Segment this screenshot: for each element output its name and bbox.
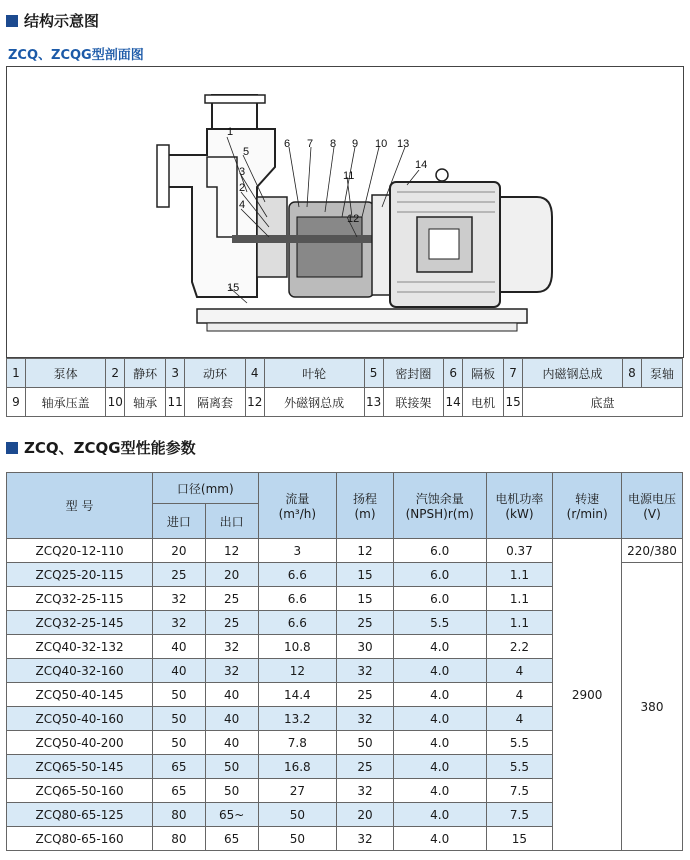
table-row xyxy=(7,539,683,563)
inlet-cell: 50 xyxy=(153,731,206,755)
part-number: 3 xyxy=(166,359,185,388)
flow-cell: 6.6 xyxy=(258,587,337,611)
part-name: 叶轮 xyxy=(264,359,364,388)
callout-4: 4 xyxy=(239,199,246,211)
callout-1: 1 xyxy=(227,126,234,138)
flow-cell: 16.8 xyxy=(258,755,337,779)
model-cell: ZCQ80-65-125 xyxy=(7,803,153,827)
npsh-cell: 4.0 xyxy=(393,707,486,731)
npsh-cell: 4.0 xyxy=(393,755,486,779)
npsh-cell: 4.0 xyxy=(393,827,486,851)
section-marker-icon xyxy=(6,442,18,454)
header-outlet: 出口 xyxy=(205,504,258,539)
part-number: 4 xyxy=(245,359,264,388)
part-name: 密封圈 xyxy=(383,359,444,388)
callout-3: 3 xyxy=(239,166,246,178)
power-cell: 15 xyxy=(486,827,553,851)
flow-cell: 14.4 xyxy=(258,683,337,707)
speed-cell: 2900 xyxy=(553,539,622,851)
flow-cell: 13.2 xyxy=(258,707,337,731)
parts-legend-table xyxy=(6,358,683,417)
flow-cell: 6.6 xyxy=(258,563,337,587)
flow-cell: 6.6 xyxy=(258,611,337,635)
header-model: 型 号 xyxy=(7,473,153,539)
power-cell: 4 xyxy=(486,683,553,707)
callout-12: 12 xyxy=(347,213,360,225)
inlet-cell: 20 xyxy=(153,539,206,563)
part-name: 动环 xyxy=(185,359,246,388)
pump-drawing xyxy=(7,67,683,357)
model-cell: ZCQ65-50-145 xyxy=(7,755,153,779)
callout-9: 9 xyxy=(352,138,359,150)
callout-14: 14 xyxy=(415,159,428,171)
performance-section-title xyxy=(6,437,196,458)
power-cell: 1.1 xyxy=(486,563,553,587)
head-cell: 32 xyxy=(337,827,394,851)
head-cell: 15 xyxy=(337,563,394,587)
inlet-cell: 50 xyxy=(153,707,206,731)
callout-10: 10 xyxy=(375,138,388,150)
npsh-cell: 4.0 xyxy=(393,731,486,755)
npsh-cell: 4.0 xyxy=(393,779,486,803)
part-number: 2 xyxy=(106,359,125,388)
callout-6: 6 xyxy=(284,138,291,150)
part-number: 12 xyxy=(245,388,264,417)
inlet-cell: 65 xyxy=(153,779,206,803)
part-name: 静环 xyxy=(125,359,166,388)
callout-7: 7 xyxy=(307,138,314,150)
model-cell: ZCQ40-32-160 xyxy=(7,659,153,683)
part-name: 联接架 xyxy=(383,388,444,417)
inlet-cell: 25 xyxy=(153,563,206,587)
inlet-cell: 32 xyxy=(153,587,206,611)
part-name: 泵体 xyxy=(26,359,106,388)
header-npsh: 汽蚀余量 (NPSH)r(m) xyxy=(393,473,486,539)
power-cell: 2.2 xyxy=(486,635,553,659)
flow-cell: 3 xyxy=(258,539,337,563)
flow-cell: 27 xyxy=(258,779,337,803)
flow-cell: 10.8 xyxy=(258,635,337,659)
outlet-cell: 65~ xyxy=(205,803,258,827)
power-cell: 0.37 xyxy=(486,539,553,563)
callout-13: 13 xyxy=(397,138,410,150)
part-name: 轴承压盖 xyxy=(26,388,106,417)
part-number: 6 xyxy=(444,359,463,388)
flow-cell: 50 xyxy=(258,803,337,827)
part-number: 13 xyxy=(364,388,383,417)
part-number: 7 xyxy=(504,359,523,388)
head-cell: 32 xyxy=(337,779,394,803)
model-cell: ZCQ20-12-110 xyxy=(7,539,153,563)
inlet-cell: 80 xyxy=(153,803,206,827)
outlet-cell: 65 xyxy=(205,827,258,851)
head-cell: 20 xyxy=(337,803,394,827)
flow-cell: 50 xyxy=(258,827,337,851)
head-cell: 12 xyxy=(337,539,394,563)
outlet-cell: 32 xyxy=(205,659,258,683)
inlet-cell: 40 xyxy=(153,659,206,683)
power-cell: 5.5 xyxy=(486,731,553,755)
voltage-cell: 380 xyxy=(622,563,683,851)
head-cell: 50 xyxy=(337,731,394,755)
part-name: 电机 xyxy=(463,388,504,417)
inlet-cell: 80 xyxy=(153,827,206,851)
voltage-cell: 220/380 xyxy=(622,539,683,563)
header-voltage: 电源电压 (V) xyxy=(622,473,683,539)
npsh-cell: 6.0 xyxy=(393,563,486,587)
inlet-cell: 40 xyxy=(153,635,206,659)
part-name: 轴承 xyxy=(125,388,166,417)
npsh-cell: 6.0 xyxy=(393,587,486,611)
inlet-cell: 65 xyxy=(153,755,206,779)
structure-title-text: 结构示意图 xyxy=(24,12,100,30)
part-name: 隔离套 xyxy=(185,388,246,417)
inlet-cell: 50 xyxy=(153,683,206,707)
performance-title-text: ZCQ、ZCQG型性能参数 xyxy=(24,439,196,457)
outlet-cell: 12 xyxy=(205,539,258,563)
outlet-cell: 50 xyxy=(205,755,258,779)
head-cell: 25 xyxy=(337,611,394,635)
npsh-cell: 4.0 xyxy=(393,659,486,683)
part-number: 5 xyxy=(364,359,383,388)
part-number: 11 xyxy=(166,388,185,417)
structure-section-title xyxy=(6,10,99,31)
part-number: 15 xyxy=(504,388,523,417)
part-number: 1 xyxy=(7,359,26,388)
header-flow: 流量 (m³/h) xyxy=(258,473,337,539)
cross-section-subtitle: ZCQ、ZCQG型剖面图 xyxy=(8,48,144,63)
flow-cell: 12 xyxy=(258,659,337,683)
npsh-cell: 4.0 xyxy=(393,803,486,827)
part-name: 泵轴 xyxy=(641,359,682,388)
part-number: 9 xyxy=(7,388,26,417)
npsh-cell: 4.0 xyxy=(393,683,486,707)
head-cell: 32 xyxy=(337,659,394,683)
power-cell: 1.1 xyxy=(486,587,553,611)
inlet-cell: 32 xyxy=(153,611,206,635)
power-cell: 7.5 xyxy=(486,803,553,827)
model-cell: ZCQ32-25-145 xyxy=(7,611,153,635)
parts-row xyxy=(7,359,683,388)
outlet-cell: 40 xyxy=(205,683,258,707)
outlet-cell: 40 xyxy=(205,731,258,755)
part-name: 外磁钢总成 xyxy=(264,388,364,417)
callout-2: 2 xyxy=(239,182,246,194)
outlet-cell: 40 xyxy=(205,707,258,731)
callout-5: 5 xyxy=(243,146,250,158)
model-cell: ZCQ50-40-145 xyxy=(7,683,153,707)
outlet-cell: 50 xyxy=(205,779,258,803)
header-head: 扬程 (m) xyxy=(337,473,394,539)
callout-15: 15 xyxy=(227,282,240,294)
outlet-cell: 20 xyxy=(205,563,258,587)
head-cell: 30 xyxy=(337,635,394,659)
part-name: 底盘 xyxy=(523,388,683,417)
head-cell: 25 xyxy=(337,683,394,707)
model-cell: ZCQ50-40-160 xyxy=(7,707,153,731)
performance-table xyxy=(6,472,683,851)
part-name: 隔板 xyxy=(463,359,504,388)
callout-8: 8 xyxy=(330,138,337,150)
outlet-cell: 25 xyxy=(205,587,258,611)
power-cell: 7.5 xyxy=(486,779,553,803)
parts-row xyxy=(7,388,683,417)
head-cell: 32 xyxy=(337,707,394,731)
flow-cell: 7.8 xyxy=(258,731,337,755)
part-number: 14 xyxy=(444,388,463,417)
model-cell: ZCQ32-25-115 xyxy=(7,587,153,611)
part-number: 8 xyxy=(622,359,641,388)
model-cell: ZCQ50-40-200 xyxy=(7,731,153,755)
header-speed: 转速 (r/min) xyxy=(553,473,622,539)
power-cell: 4 xyxy=(486,707,553,731)
power-cell: 1.1 xyxy=(486,611,553,635)
pump-cross-section-diagram xyxy=(6,66,684,358)
power-cell: 4 xyxy=(486,659,553,683)
part-number: 10 xyxy=(106,388,125,417)
outlet-cell: 32 xyxy=(205,635,258,659)
header-power: 电机功率 (kW) xyxy=(486,473,553,539)
npsh-cell: 5.5 xyxy=(393,611,486,635)
head-cell: 25 xyxy=(337,755,394,779)
power-cell: 5.5 xyxy=(486,755,553,779)
section-marker-icon xyxy=(6,15,18,27)
outlet-cell: 25 xyxy=(205,611,258,635)
head-cell: 15 xyxy=(337,587,394,611)
model-cell: ZCQ25-20-115 xyxy=(7,563,153,587)
header-diameter: 口径(mm) xyxy=(153,473,258,504)
npsh-cell: 4.0 xyxy=(393,635,486,659)
model-cell: ZCQ40-32-132 xyxy=(7,635,153,659)
model-cell: ZCQ65-50-160 xyxy=(7,779,153,803)
header-inlet: 进口 xyxy=(153,504,206,539)
part-name: 内磁钢总成 xyxy=(523,359,623,388)
model-cell: ZCQ80-65-160 xyxy=(7,827,153,851)
callout-11: 11 xyxy=(343,170,355,182)
npsh-cell: 6.0 xyxy=(393,539,486,563)
